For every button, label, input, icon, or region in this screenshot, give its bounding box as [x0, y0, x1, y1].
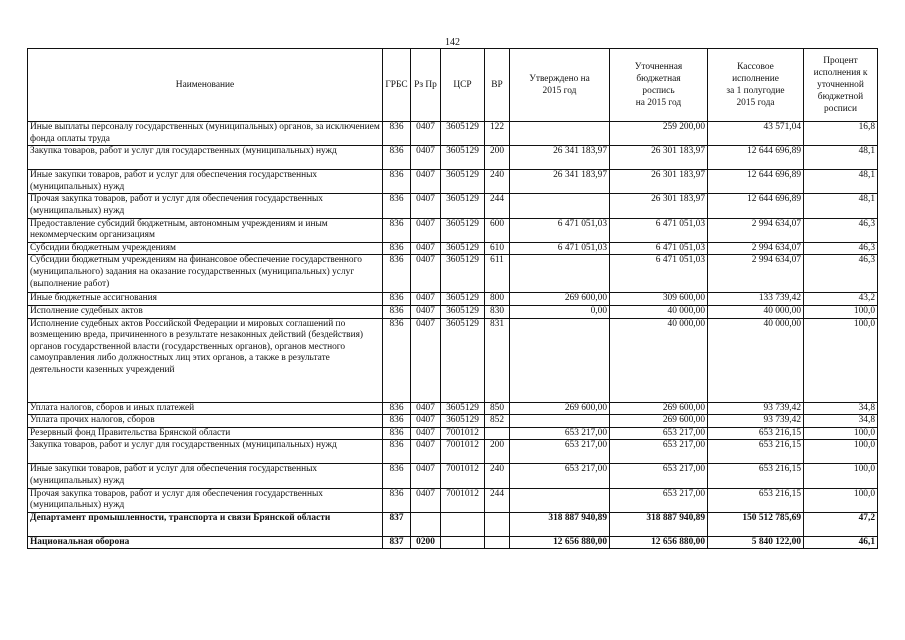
cell-cash: 653 216,15: [708, 488, 804, 512]
cell-vr: [485, 427, 510, 440]
cell-csr: 7001012: [441, 427, 485, 440]
cell-refined: 6 471 051,03: [610, 255, 708, 293]
cell-name: Субсидии бюджетным учреждениям: [28, 242, 383, 255]
col-header-csr: ЦСР: [441, 49, 485, 122]
cell-vr: 850: [485, 402, 510, 415]
cell-grbs: 836: [383, 402, 411, 415]
cell-grbs: 836: [383, 488, 411, 512]
cell-vr: 200: [485, 146, 510, 170]
cell-percent: 48,1: [804, 146, 878, 170]
cell-vr: 200: [485, 440, 510, 464]
cell-grbs: 836: [383, 293, 411, 306]
cell-name: Закупка товаров, работ и услуг для государственных (муниципальных) нужд: [28, 440, 383, 464]
cell-refined: 26 301 183,97: [610, 146, 708, 170]
cell-refined: 6 471 051,03: [610, 218, 708, 242]
cell-rzpr: 0407: [411, 122, 441, 146]
cell-cash: 2 994 634,07: [708, 218, 804, 242]
cell-percent: 100,0: [804, 427, 878, 440]
table-row: [28, 464, 878, 488]
cell-vr: 600: [485, 218, 510, 242]
cell-cash: 93 739,42: [708, 415, 804, 428]
cell-rzpr: 0407: [411, 194, 441, 218]
cell-rzpr: 0407: [411, 242, 441, 255]
cell-approved: 0,00: [510, 305, 610, 318]
col-header-vr: ВР: [485, 49, 510, 122]
table-row: [28, 440, 878, 464]
cell-rzpr: 0407: [411, 427, 441, 440]
cell-vr: 830: [485, 305, 510, 318]
cell-csr: [441, 536, 485, 549]
cell-percent: 16,8: [804, 122, 878, 146]
cell-percent: 48,1: [804, 194, 878, 218]
table-row: [28, 170, 878, 194]
cell-rzpr: 0407: [411, 146, 441, 170]
cell-rzpr: 0407: [411, 402, 441, 415]
cell-rzpr: 0407: [411, 293, 441, 306]
cell-approved: [510, 415, 610, 428]
cell-percent: 100,0: [804, 440, 878, 464]
cell-approved: 269 600,00: [510, 293, 610, 306]
page-number: 142: [445, 37, 460, 48]
cell-csr: 3605129: [441, 146, 485, 170]
cell-refined: 12 656 880,00: [610, 536, 708, 549]
cell-grbs: 836: [383, 122, 411, 146]
col-header-rzpr: Рз Пр: [411, 49, 441, 122]
cell-rzpr: 0407: [411, 255, 441, 293]
cell-name: Прочая закупка товаров, работ и услуг для обеспечения государственных (муниципальных) нужд: [28, 488, 383, 512]
table-row: [28, 293, 878, 306]
cell-name: Резервный фонд Правительства Брянской области: [28, 427, 383, 440]
cell-grbs: 836: [383, 146, 411, 170]
cell-refined: 6 471 051,03: [610, 242, 708, 255]
cell-name: Субсидии бюджетным учреждениям на финансовое обеспечение государственного (муниципального) задания на оказание государственных (муниципальных) услуг (выполнение работ): [28, 255, 383, 293]
cell-refined: 653 217,00: [610, 440, 708, 464]
cell-approved: [510, 122, 610, 146]
cell-percent: 34,8: [804, 402, 878, 415]
table-row: [28, 427, 878, 440]
cell-vr: 122: [485, 122, 510, 146]
cell-refined: 269 600,00: [610, 415, 708, 428]
cell-name: Иные выплаты персоналу государственных (муниципальных) органов, за исключением фонда оплаты труда: [28, 122, 383, 146]
cell-vr: 800: [485, 293, 510, 306]
cell-rzpr: 0407: [411, 318, 441, 402]
col-header-approved: Утверждено на 2015 год: [510, 49, 610, 122]
cell-grbs: 836: [383, 464, 411, 488]
table-row: [28, 536, 878, 549]
table-row: [28, 318, 878, 402]
cell-approved: 26 341 183,97: [510, 146, 610, 170]
cell-approved: [510, 255, 610, 293]
cell-percent: 48,1: [804, 170, 878, 194]
cell-refined: 259 200,00: [610, 122, 708, 146]
cell-approved: 26 341 183,97: [510, 170, 610, 194]
cell-rzpr: 0200: [411, 536, 441, 549]
cell-approved: 6 471 051,03: [510, 242, 610, 255]
cell-name: Уплата налогов, сборов и иных платежей: [28, 402, 383, 415]
cell-vr: 244: [485, 488, 510, 512]
cell-percent: 46,3: [804, 218, 878, 242]
cell-percent: 100,0: [804, 488, 878, 512]
cell-grbs: 837: [383, 512, 411, 536]
cell-name: Иные закупки товаров, работ и услуг для обеспечения государственных (муниципальных) нужд: [28, 170, 383, 194]
cell-cash: 12 644 696,89: [708, 170, 804, 194]
cell-csr: 3605129: [441, 318, 485, 402]
col-header-cash: Кассовое исполнение за 1 полугодие 2015 года: [708, 49, 804, 122]
budget-execution-table: [27, 48, 878, 549]
cell-csr: 3605129: [441, 305, 485, 318]
cell-name: Закупка товаров, работ и услуг для государственных (муниципальных) нужд: [28, 146, 383, 170]
cell-rzpr: 0407: [411, 440, 441, 464]
cell-approved: 653 217,00: [510, 440, 610, 464]
cell-refined: 26 301 183,97: [610, 194, 708, 218]
cell-rzpr: 0407: [411, 305, 441, 318]
cell-percent: 100,0: [804, 305, 878, 318]
cell-csr: 3605129: [441, 415, 485, 428]
table-row: [28, 488, 878, 512]
cell-approved: 12 656 880,00: [510, 536, 610, 549]
table-row: [28, 146, 878, 170]
cell-csr: [441, 512, 485, 536]
col-header-grbs: ГРБС: [383, 49, 411, 122]
cell-grbs: 836: [383, 170, 411, 194]
table-row: [28, 255, 878, 293]
cell-percent: 46,3: [804, 255, 878, 293]
cell-name: Предоставление субсидий бюджетным, автономным учреждениям и иным некоммерческим организациям: [28, 218, 383, 242]
cell-csr: 3605129: [441, 293, 485, 306]
cell-cash: 2 994 634,07: [708, 255, 804, 293]
cell-refined: 653 217,00: [610, 464, 708, 488]
cell-refined: 26 301 183,97: [610, 170, 708, 194]
cell-cash: 2 994 634,07: [708, 242, 804, 255]
cell-cash: 93 739,42: [708, 402, 804, 415]
cell-name: Иные бюджетные ассигнования: [28, 293, 383, 306]
cell-approved: [510, 194, 610, 218]
cell-csr: 3605129: [441, 122, 485, 146]
cell-percent: 46,3: [804, 242, 878, 255]
cell-vr: 610: [485, 242, 510, 255]
cell-approved: [510, 488, 610, 512]
cell-rzpr: 0407: [411, 488, 441, 512]
cell-name: Иные закупки товаров, работ и услуг для обеспечения государственных (муниципальных) нужд: [28, 464, 383, 488]
cell-vr: 611: [485, 255, 510, 293]
table-row: [28, 218, 878, 242]
cell-refined: 40 000,00: [610, 305, 708, 318]
cell-cash: 12 644 696,89: [708, 194, 804, 218]
cell-approved: [510, 318, 610, 402]
cell-name: Исполнение судебных актов: [28, 305, 383, 318]
cell-refined: 653 217,00: [610, 427, 708, 440]
cell-refined: 40 000,00: [610, 318, 708, 402]
cell-cash: 653 216,15: [708, 440, 804, 464]
cell-name: Национальная оборона: [28, 536, 383, 549]
cell-approved: 653 217,00: [510, 464, 610, 488]
cell-grbs: 836: [383, 255, 411, 293]
cell-vr: [485, 512, 510, 536]
cell-cash: 150 512 785,69: [708, 512, 804, 536]
cell-refined: 653 217,00: [610, 488, 708, 512]
cell-refined: 269 600,00: [610, 402, 708, 415]
cell-name: Департамент промышленности, транспорта и связи Брянской области: [28, 512, 383, 536]
cell-csr: 7001012: [441, 440, 485, 464]
cell-cash: 12 644 696,89: [708, 146, 804, 170]
cell-rzpr: [411, 512, 441, 536]
cell-cash: 40 000,00: [708, 318, 804, 402]
cell-rzpr: 0407: [411, 218, 441, 242]
table-body: [28, 122, 878, 549]
cell-cash: 40 000,00: [708, 305, 804, 318]
cell-csr: 3605129: [441, 255, 485, 293]
cell-approved: 653 217,00: [510, 427, 610, 440]
cell-cash: 653 216,15: [708, 464, 804, 488]
cell-grbs: 836: [383, 415, 411, 428]
cell-grbs: 836: [383, 305, 411, 318]
cell-csr: 7001012: [441, 464, 485, 488]
cell-grbs: 836: [383, 427, 411, 440]
cell-cash: 653 216,15: [708, 427, 804, 440]
cell-vr: [485, 536, 510, 549]
table-header-row: [28, 49, 878, 122]
cell-vr: 244: [485, 194, 510, 218]
table-row: [28, 402, 878, 415]
cell-rzpr: 0407: [411, 170, 441, 194]
cell-refined: 318 887 940,89: [610, 512, 708, 536]
cell-approved: 269 600,00: [510, 402, 610, 415]
cell-name: Уплата прочих налогов, сборов: [28, 415, 383, 428]
cell-rzpr: 0407: [411, 464, 441, 488]
cell-cash: 43 571,04: [708, 122, 804, 146]
cell-vr: 240: [485, 170, 510, 194]
cell-grbs: 836: [383, 218, 411, 242]
cell-grbs: 836: [383, 242, 411, 255]
cell-grbs: 836: [383, 318, 411, 402]
cell-name: Прочая закупка товаров, работ и услуг для обеспечения государственных (муниципальных) нужд: [28, 194, 383, 218]
cell-csr: 7001012: [441, 488, 485, 512]
col-header-name: Наименование: [28, 49, 383, 122]
table-row: [28, 122, 878, 146]
cell-percent: 46,1: [804, 536, 878, 549]
cell-csr: 3605129: [441, 218, 485, 242]
cell-csr: 3605129: [441, 170, 485, 194]
cell-grbs: 837: [383, 536, 411, 549]
cell-approved: 6 471 051,03: [510, 218, 610, 242]
cell-refined: 309 600,00: [610, 293, 708, 306]
cell-rzpr: 0407: [411, 415, 441, 428]
cell-cash: 133 739,42: [708, 293, 804, 306]
table-row: [28, 242, 878, 255]
col-header-refined: Уточненная бюджетная роспись на 2015 год: [610, 49, 708, 122]
table-row: [28, 194, 878, 218]
cell-grbs: 836: [383, 440, 411, 464]
cell-percent: 100,0: [804, 318, 878, 402]
table-row: [28, 305, 878, 318]
cell-cash: 5 840 122,00: [708, 536, 804, 549]
cell-vr: 831: [485, 318, 510, 402]
cell-percent: 47,2: [804, 512, 878, 536]
col-header-percent: Процент исполнения к уточненной бюджетной росписи: [804, 49, 878, 122]
cell-vr: 852: [485, 415, 510, 428]
cell-percent: 43,2: [804, 293, 878, 306]
cell-name: Исполнение судебных актов Российской Федерации и мировых соглашений по возмещению вреда, причиненного в результате незаконных действий (бездействия) органов государственной власти (государственных органов), органов местного самоуправления либо должностных лиц этих органов, а также в результате деятельности казенных учреждений: [28, 318, 383, 402]
cell-grbs: 836: [383, 194, 411, 218]
cell-csr: 3605129: [441, 242, 485, 255]
table-row: [28, 415, 878, 428]
cell-csr: 3605129: [441, 402, 485, 415]
cell-approved: 318 887 940,89: [510, 512, 610, 536]
cell-vr: 240: [485, 464, 510, 488]
cell-csr: 3605129: [441, 194, 485, 218]
cell-percent: 34,8: [804, 415, 878, 428]
cell-percent: 100,0: [804, 464, 878, 488]
table-row: [28, 512, 878, 536]
